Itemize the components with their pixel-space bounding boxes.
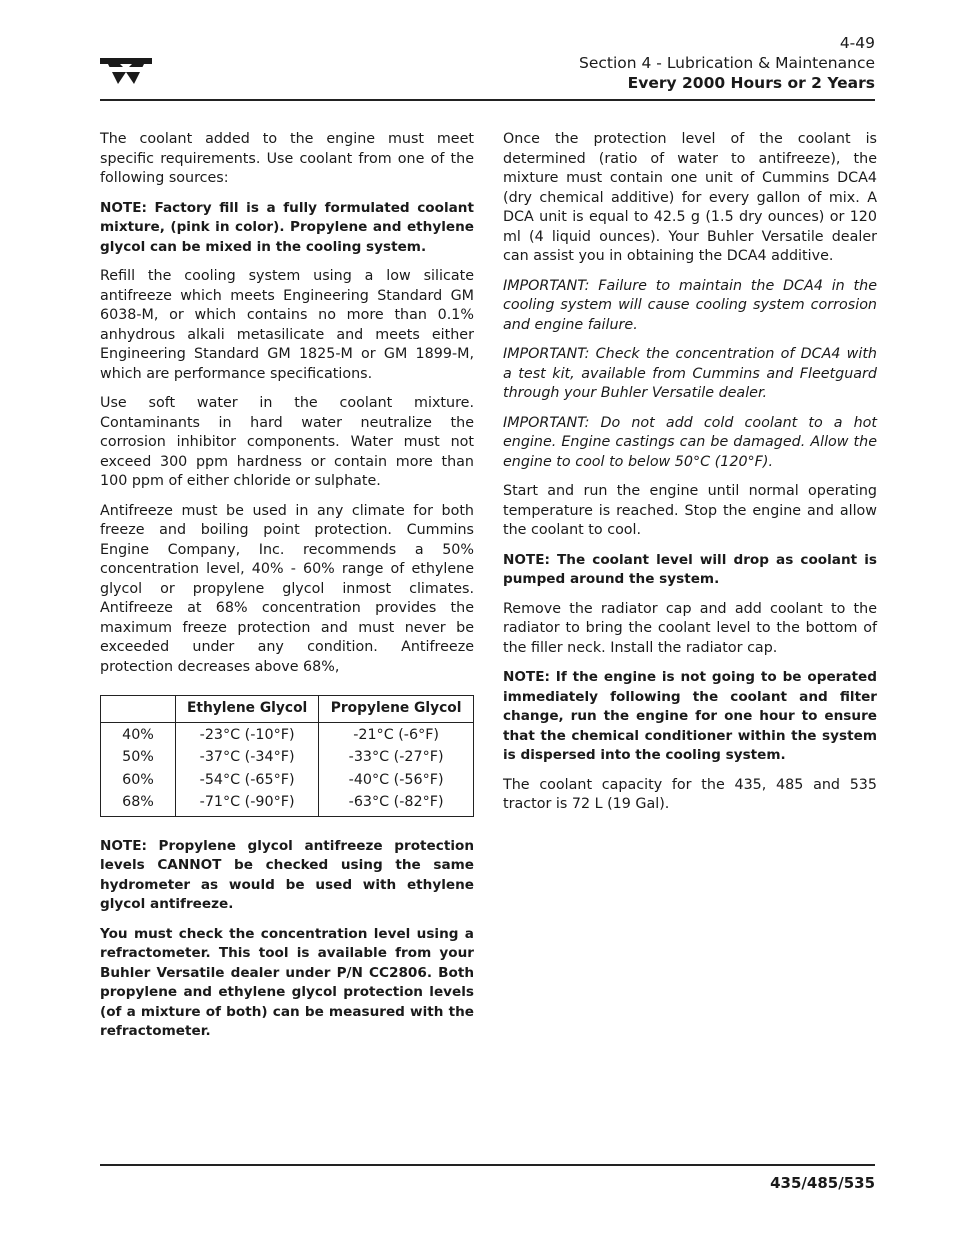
table-row [101,790,474,816]
ethylene-cell: -54°C (-65°F) [176,768,319,791]
soft-water-paragraph: Use soft water in the coolant mixture. Contaminants in hard water neutralize the corrosion inhibitor components. Water must not exceed 300 ppm hardness or contain more than 100 ppm of either chloride or sulphate. [100,395,474,489]
run-engine-paragraph: Start and run the engine until normal operating temperature is reached. Stop the engine and allow the coolant to cool. [503,483,877,538]
coolant-level-note: NOTE: The coolant level will drop as coolant is pumped around the system. [503,551,877,587]
page-number: 4-49 [839,34,875,52]
footer-rule [100,1164,875,1166]
refractometer-note: You must check the concentration level using a refractometer. This tool is available from your Buhler Versatile dealer under P/N CC2806. Both propylene and ethylene glycol protection levels (of a mixture of both) can be measured with the refractometer. [100,925,474,1039]
ethylene-cell: -37°C (-34°F) [176,745,319,768]
propylene-cell: -63°C (-82°F) [319,790,474,816]
ethylene-cell: -71°C (-90°F) [176,790,319,816]
important-cold-coolant: IMPORTANT: Do not add cold coolant to a hot engine. Engine castings can be damaged. Allow the engine to cool to below 50°C (120°F). [503,414,877,470]
header-rule [100,99,875,101]
propylene-cell: -33°C (-27°F) [319,745,474,768]
factory-fill-note: NOTE: Factory fill is a fully formulated coolant mixture, (pink in color). Propylene and ethylene glycol can be mixed in the cooling system. [100,199,474,255]
table-header-blank [101,696,176,723]
important-dca4-check: IMPORTANT: Check the concentration of DCA4 with a test kit, available from Cummins and Fleetguard through your Buhler Versatile dealer. [503,346,877,401]
table-header-ethylene: Ethylene Glycol [176,696,319,723]
freeze-protection-table [100,695,474,817]
buhler-versatile-logo-icon [100,56,152,86]
propylene-cell: -40°C (-56°F) [319,768,474,791]
antifreeze-paragraph: Antifreeze must be used in any climate for both freeze and boiling point protection. Cummins Engine Company, Inc. recommends a 50% concentration level, 40% - 60% range of ethylene glycol or propylene glycol inmost climates. Antifreeze at 68% concentration provides the maximum freeze protection and must never be exceeded under any condition. Antifreeze protection decreases above 68%, [100,502,474,675]
left-column [100,130,474,1052]
refill-paragraph: Refill the cooling system using a low silicate antifreeze which meets Engineering Standard GM 6038-M, or which contains no more than 0.1% anhydrous alkali metasilicate and meets either Engineering Standard GM 1825-M or GM 1899-M, which are performance specifications. [100,268,474,382]
table-row [101,768,474,791]
ethylene-cell: -23°C (-10°F) [176,722,319,745]
concentration-cell: 68% [122,794,154,810]
important-dca4-failure: IMPORTANT: Failure to maintain the DCA4 in the cooling system will cause cooling system corrosion and engine failure. [503,277,877,333]
table-header-row [101,696,474,723]
concentration-cell: 50% [122,749,154,765]
run-one-hour-note: NOTE: If the engine is not going to be operated immediately following the coolant and filter change, run the engine for one hour to ensure that the chemical conditioner within the system is dispersed into the cooling system. [503,669,877,763]
right-column [503,130,877,825]
intro-paragraph: The coolant added to the engine must meet specific requirements. Use coolant from one of the following sources: [100,131,474,186]
propylene-cell: -21°C (-6°F) [319,722,474,745]
concentration-cell: 60% [122,771,154,788]
footer-models: 435/485/535 [770,1174,875,1192]
concentration-cell: 40% [122,726,154,743]
coolant-capacity-paragraph: The coolant capacity for the 435, 485 and 535 tractor is 72 L (19 Gal). [503,776,877,812]
interval-title: Every 2000 Hours or 2 Years [627,74,875,92]
dca4-paragraph: Once the protection level of the coolant is determined (ratio of water to antifreeze), the mixture must contain one unit of Cummins DCA4 (dry chemical additive) for every gallon of mix. A DCA unit is equal to 42.5 g (1.5 dry ounces) or 120 ml (4 liquid ounces). Your Buhler Versatile dealer can assist you in obtaining the DCA4 additive. [503,131,877,264]
table-row [101,745,474,768]
hydrometer-note: NOTE: Propylene glycol antifreeze protection levels CANNOT be checked using the same hydrometer as would be used with ethylene glycol antifreeze. [100,837,474,912]
table-header-propylene: Propylene Glycol [319,696,474,723]
section-title: Section 4 - Lubrication & Maintenance [579,54,875,72]
table-row [101,722,474,745]
radiator-cap-paragraph: Remove the radiator cap and add coolant to the radiator to bring the coolant level to the bottom of the filler neck. Install the radiator cap. [503,600,877,656]
page-header [579,33,875,93]
